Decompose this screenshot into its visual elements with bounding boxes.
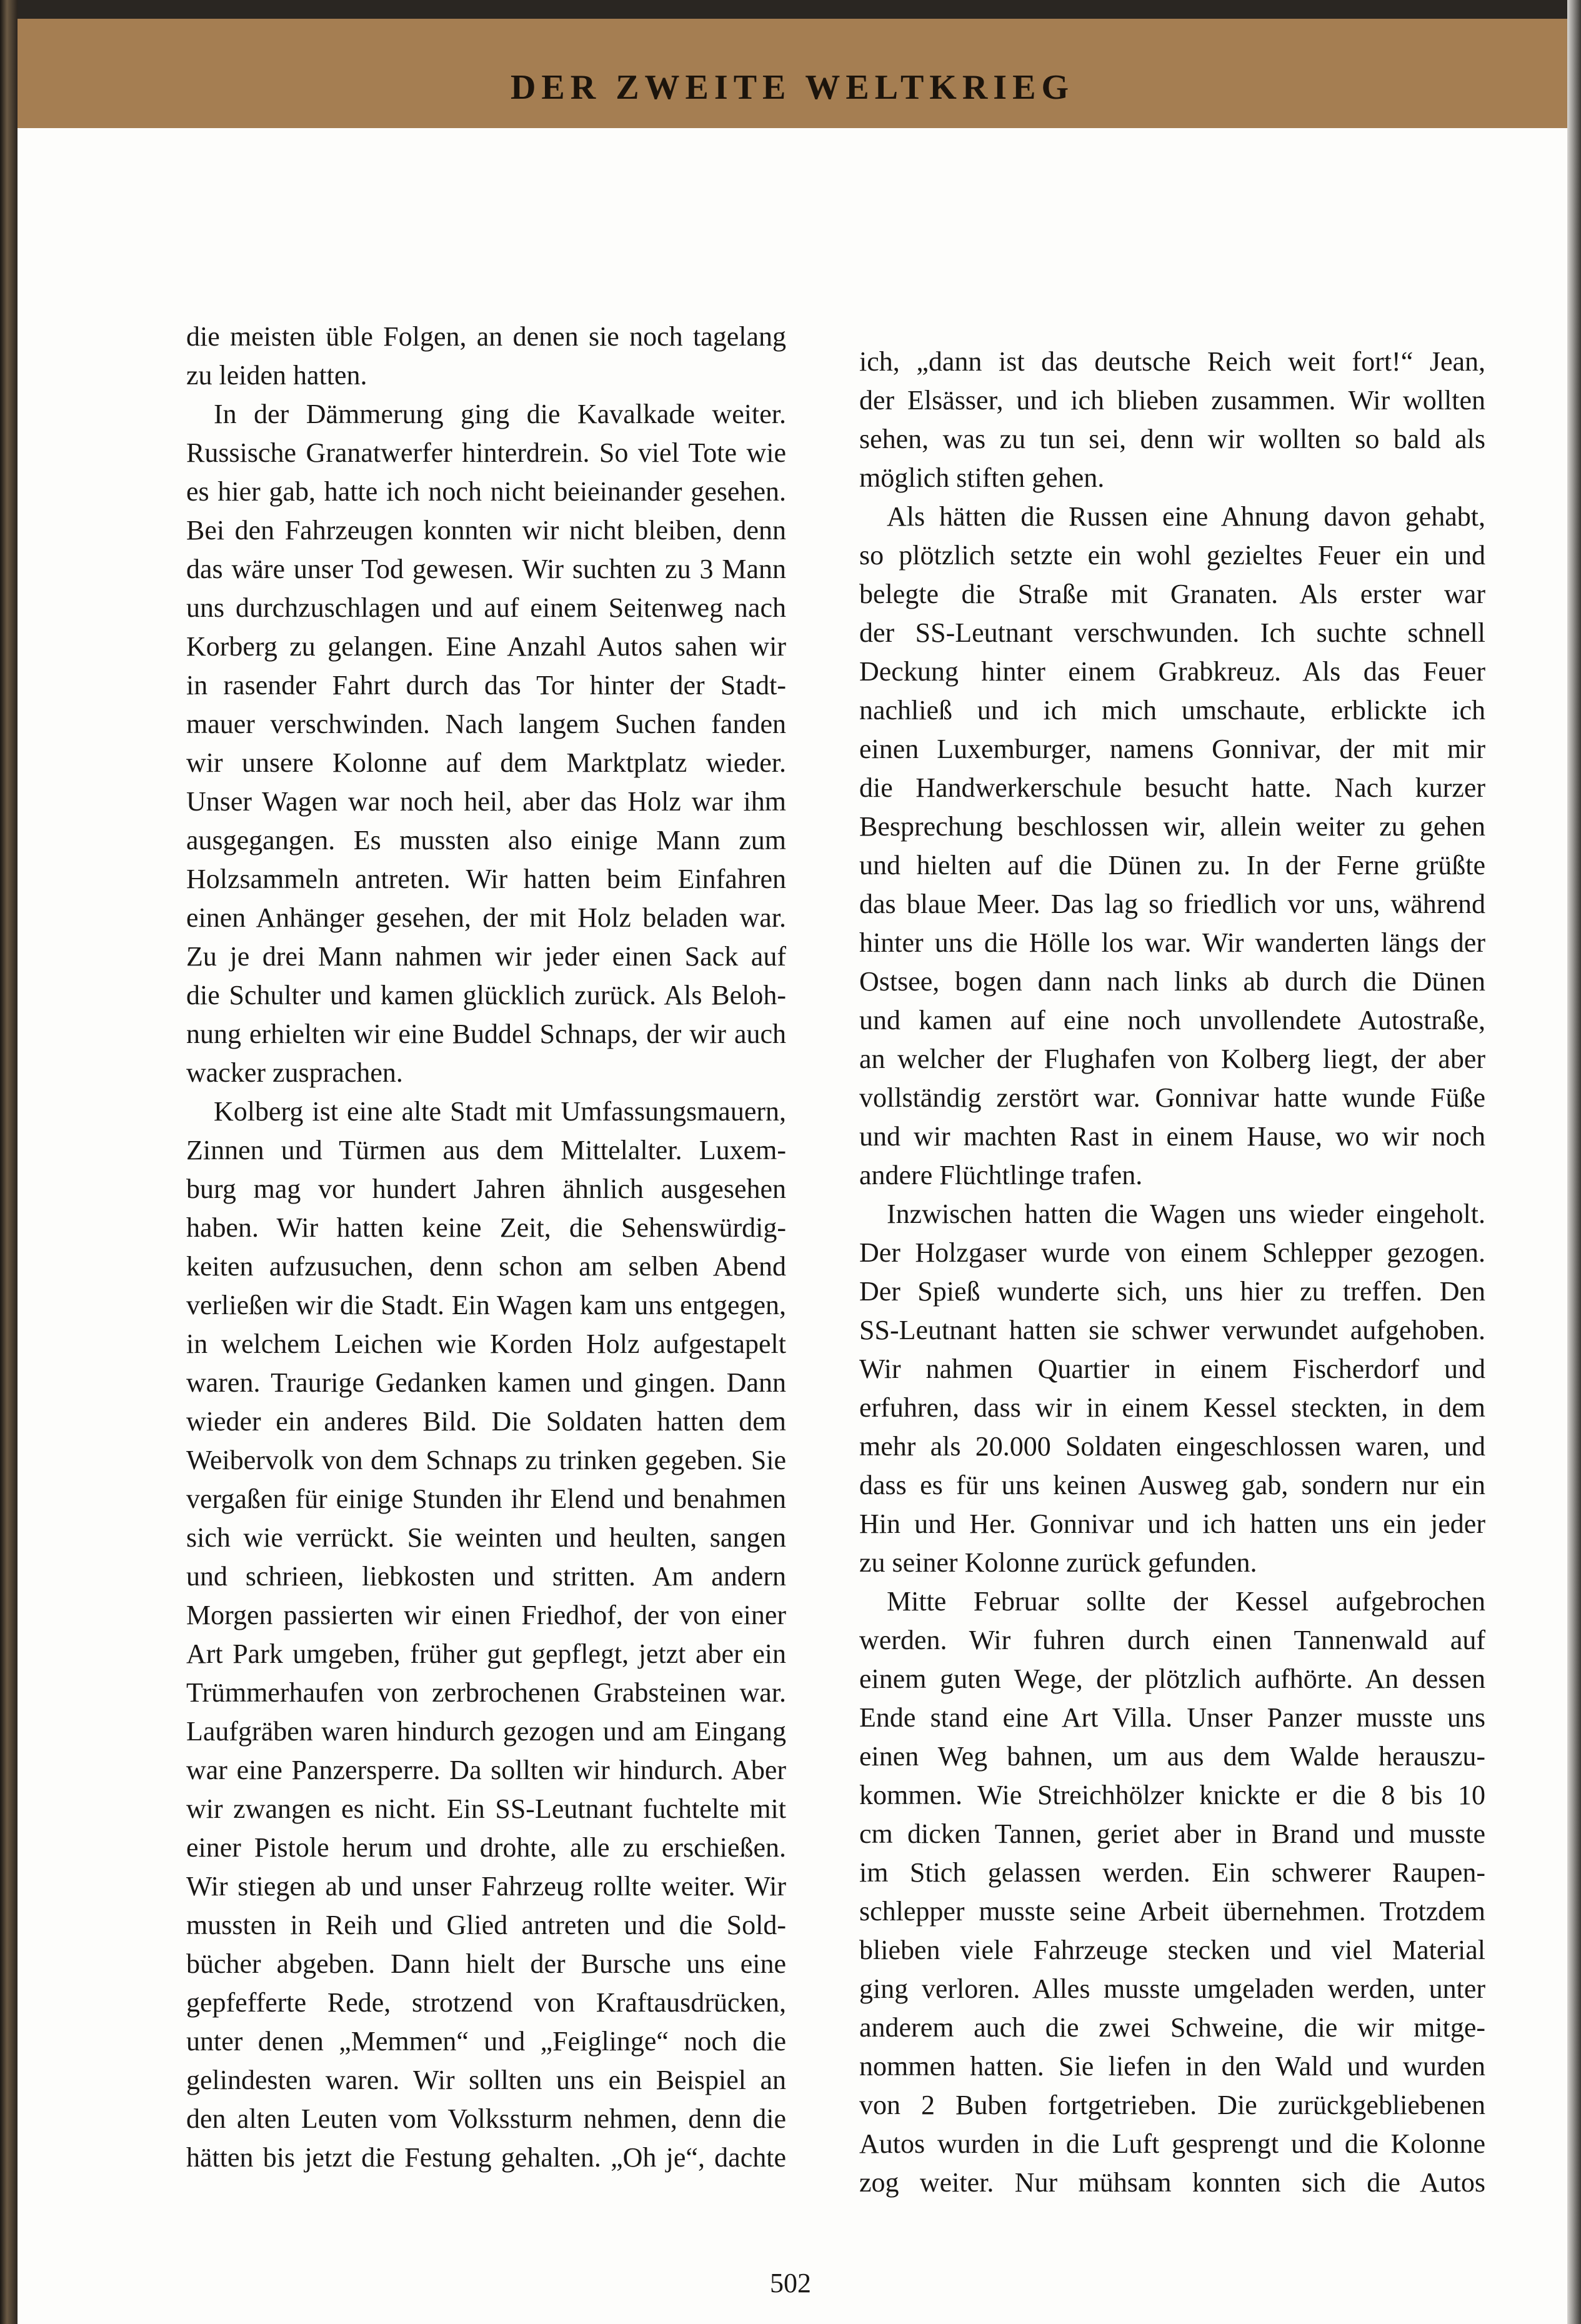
text-line: der SS-Leutnant verschwunden. Ich suchte schnell [859,617,1485,648]
text-line: in rasender Fahrt durch das Tor hinter der Stadt- [186,670,786,701]
text-line: werden. Wir fuhren durch einen Tannenwald auf [859,1625,1485,1655]
text-line: Inzwischen hatten die Wagen uns wieder eingeholt. [887,1199,1485,1229]
text-line: einer Pistole herum und drohte, alle zu erschießen. [186,1832,786,1863]
text-line: so plötzlich setzte ein wohl gezieltes Feuer ein und [859,540,1485,571]
text-line: der Elsässer, und ich blieben zusammen. Wir wollten [859,385,1485,416]
text-line: wacker zusprachen. [186,1057,403,1088]
text-line: im Stich gelassen werden. Ein schwerer Raupen- [859,1857,1485,1888]
text-line: Russische Granatwerfer hinterdrein. So viel Tote wie [186,437,786,468]
text-line: Kolberg ist eine alte Stadt mit Umfassungsmauern, [214,1096,786,1127]
text-line: schlepper musste seine Arbeit übernehmen. Trotzdem [859,1896,1485,1927]
text-line: an welcher der Flughafen von Kolberg liegt, der aber [859,1044,1485,1074]
text-line: zog weiter. Nur mühsam konnten sich die Autos [859,2167,1485,2198]
text-line: anderem auch die zwei Schweine, die wir mitge- [859,2012,1485,2043]
text-line: Wir stiegen ab und unser Fahrzeug rollte weiter. Wir [186,1871,786,1902]
text-line: gelindesten waren. Wir sollten uns ein Beispiel an [186,2065,786,2095]
text-line: Ende stand eine Art Villa. Unser Panzer musste uns [859,1702,1485,1733]
text-line: wir zwangen es nicht. Ein SS-Leutnant fuchtelte mit [186,1793,786,1824]
text-line: burg mag vor hundert Jahren ähnlich ausgesehen [186,1174,786,1204]
text-line: wieder ein anderes Bild. Die Soldaten hatten dem [186,1406,786,1437]
text-line: erfuhren, dass wir in einem Kessel steckten, in dem [859,1392,1485,1423]
paragraph [859,497,1485,1195]
text-line: nommen hatten. Sie liefen in den Wald und wurden [859,2051,1485,2082]
text-line: das wäre unser Tod gewesen. Wir suchten zu 3 Mann [186,554,786,584]
text-line: Wir nahmen Quartier in einem Fischerdorf und [859,1354,1485,1384]
text-line: mehr als 20.000 Soldaten eingeschlossen waren, und [859,1431,1485,1462]
text-line: mussten in Reih und Glied antreten und die Sold- [186,1910,786,1940]
text-line: sehen, was zu tun sei, denn wir wollten so bald als [859,424,1485,454]
text-line: und wir machten Rast in einem Hause, wo wir noch [859,1121,1485,1152]
text-line: uns durchzuschlagen und auf einem Seitenweg nach [186,592,786,623]
text-line: Zu je drei Mann nahmen wir jeder einen Sack auf [186,941,786,972]
paragraph [859,1195,1485,1582]
text-line: Holzsammeln antreten. Wir hatten beim Einfahren [186,864,786,894]
chapter-header-band [17,19,1567,128]
text-line: in welchem Leichen wie Korden Holz aufgestapelt [186,1329,786,1359]
text-line: Zinnen und Türmen aus dem Mittelalter. Luxem- [186,1135,786,1165]
text-line: haben. Wir hatten keine Zeit, die Sehenswürdig- [186,1212,786,1243]
text-line: einen Anhänger gesehen, der mit Holz beladen war. [186,902,786,933]
text-line: Laufgräben waren hindurch gezogen und am Eingang [186,1716,786,1747]
text-line: cm dicken Tannen, geriet aber in Brand und musste [859,1818,1485,1849]
text-line: von 2 Buben fortgetrieben. Die zurückgebliebenen [859,2090,1485,2120]
text-line: Besprechung beschlossen wir, allein weiter zu gehen [859,811,1485,842]
text-column-left [186,317,786,2177]
text-line: SS-Leutnant hatten sie schwer verwundet aufgehoben. [859,1315,1485,1345]
text-line: war eine Panzersperre. Da sollten wir hindurch. Aber [186,1755,786,1785]
text-line: gepfefferte Rede, strotzend von Kraftausdrücken, [186,1987,786,2018]
text-line: Korberg zu gelangen. Eine Anzahl Autos sahen wir [186,631,786,662]
text-line: Morgen passierten wir einen Friedhof, der von einer [186,1600,786,1630]
text-line: und hielten auf die Dünen zu. In der Ferne grüßte [859,850,1485,880]
chapter-title: DER ZWEITE WELTKRIEG [510,68,1075,107]
text-line: Weibervolk von dem Schnaps zu trinken gegeben. Sie [186,1445,786,1475]
text-line: ich, „dann ist das deutsche Reich weit fort!“ Jean, [859,346,1485,377]
text-line: die meisten üble Folgen, an denen sie noch tagelang [186,321,786,352]
text-line: die Schulter und kamen glücklich zurück. Als Beloh- [186,980,786,1010]
text-line: nung erhielten wir eine Buddel Schnaps, der wir auch [186,1019,786,1049]
text-column-right [859,342,1485,2202]
text-line: Autos wurden in die Luft gesprengt und die Kolonne [859,2128,1485,2159]
text-line: In der Dämmerung ging die Kavalkade weiter. [214,399,786,429]
text-line: belegte die Straße mit Granaten. Als erster war [859,579,1485,609]
text-line: den alten Leuten vom Volkssturm nehmen, denn die [186,2103,786,2134]
text-line: ging verloren. Alles musste umgeladen werden, unter [859,1973,1485,2004]
text-line: Als hätten die Russen eine Ahnung davon gehabt, [887,501,1485,532]
text-line: das blaue Meer. Das lag so friedlich vor uns, während [859,889,1485,919]
text-line: nachließ und ich mich umschaute, erblickte ich [859,695,1485,726]
text-line: vollständig zerstört war. Gonnivar hatte wunde Füße [859,1082,1485,1113]
text-line: sich wie verrückt. Sie weinten und heulten, sangen [186,1522,786,1553]
text-line: blieben viele Fahrzeuge stecken und viel Material [859,1935,1485,1965]
text-line: Trümmerhaufen von zerbrochenen Grabsteinen war. [186,1677,786,1708]
text-line: hinter uns die Hölle los war. Wir wanderten längs der [859,927,1485,958]
text-line: Unser Wagen war noch heil, aber das Holz war ihm [186,786,786,817]
text-line: waren. Traurige Gedanken kamen und gingen. Dann [186,1367,786,1398]
text-line: Bei den Fahrzeugen konnten wir nicht bleiben, denn [186,515,786,546]
text-line: verließen wir die Stadt. Ein Wagen kam uns entgegen, [186,1290,786,1320]
text-line: bücher abgeben. Dann hielt der Bursche uns eine [186,1948,786,1979]
text-line: einen Luxemburger, namens Gonnivar, der mit mir [859,734,1485,764]
paragraph [186,1092,786,2177]
text-line: ausgegangen. Es mussten also einige Mann zum [186,825,786,855]
text-line: die Handwerkerschule besucht hatte. Nach kurzer [859,772,1485,803]
text-line: es hier gab, hatte ich noch nicht beieinander gesehen. [186,476,786,507]
paragraph [186,317,786,395]
text-line: einen Weg bahnen, um aus dem Walde herauszu- [859,1741,1485,1772]
text-line: wir unsere Kolonne auf dem Marktplatz wieder. [186,747,786,778]
text-line: unter denen „Memmen“ und „Feiglinge“ noch die [186,2026,786,2057]
text-line: kommen. Wie Streichhölzer knickte er die 8 bis 10 [859,1780,1485,1810]
text-line: möglich stiften gehen. [859,462,1105,493]
text-line: einem guten Wege, der plötzlich aufhörte. An dessen [859,1663,1485,1694]
text-line: Der Spieß wunderte sich, uns hier zu treffen. Den [859,1276,1485,1307]
text-line: keiten aufzusuchen, denn schon am selben Abend [186,1251,786,1282]
text-line: Art Park umgeben, früher gut gepflegt, jetzt aber ein [186,1638,786,1669]
paragraph [186,395,786,1092]
text-line: Der Holzgaser wurde von einem Schlepper gezogen. [859,1237,1485,1268]
text-line: vergaßen für einige Stunden ihr Elend und benahmen [186,1484,786,1514]
text-line: hätten bis jetzt die Festung gehalten. „Oh je“, dachte [186,2142,786,2173]
text-line: Hin und Her. Gonnivar und ich hatten uns ein jeder [859,1509,1485,1539]
text-line: Ostsee, bogen dann nach links ab durch die Dünen [859,966,1485,997]
text-line: Deckung hinter einem Grabkreuz. Als das Feuer [859,656,1485,687]
text-line: zu seiner Kolonne zurück gefunden. [859,1547,1257,1578]
page-number: 502 [770,2268,811,2298]
text-line: Mitte Februar sollte der Kessel aufgebrochen [887,1586,1485,1617]
book-page-edges-right [1567,0,1581,2324]
text-line: mauer verschwinden. Nach langem Suchen fanden [186,709,786,739]
text-line: zu leiden hatten. [186,360,367,391]
text-line: und kamen auf eine noch unvollendete Autostraße, [859,1005,1485,1035]
text-line: andere Flüchtlinge trafen. [859,1160,1143,1190]
text-line: und schrieen, liebkosten und stritten. Am andern [186,1561,786,1592]
paragraph [859,342,1485,497]
paragraph [859,1582,1485,2202]
text-line: dass es für uns keinen Ausweg gab, sondern nur ein [859,1470,1485,1500]
book-page-edges-left [0,0,17,2324]
